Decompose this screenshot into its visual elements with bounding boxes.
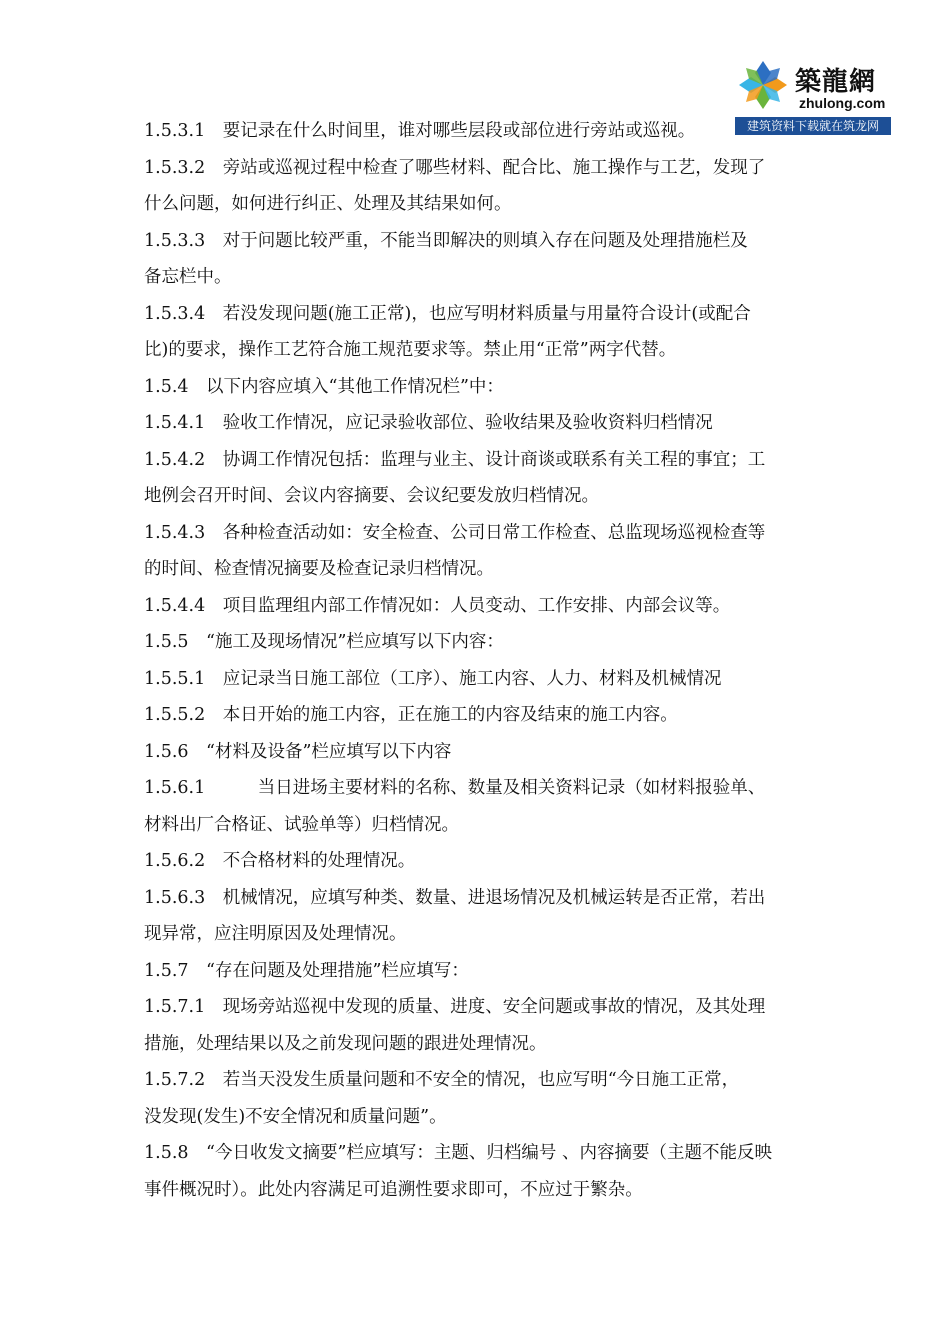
text-line: 1.5.7.1 现场旁站巡视中发现的质量、进度、安全问题或事故的情况，及其处理 (144, 997, 766, 1017)
text-line: 1.5.7.2 若当天没发生质量问题和不安全的情况，也应写明“今日施工正常， (144, 1070, 740, 1090)
text-line: 材料出厂合格证、试验单等）归档情况。 (144, 814, 459, 835)
text-line: 什么问题，如何进行纠正、处理及其结果如何。 (144, 194, 512, 214)
text-line: 1.5.3.2 旁站或巡视过程中检查了哪些材料、配合比、施工操作与工艺，发现了 (144, 157, 766, 178)
section-heading: 1.5.6 “材料及设备”栏应填写以下内容 (144, 741, 452, 762)
text-line: 没发现(发生)不安全情况和质量问题”。 (144, 1106, 447, 1127)
text-line: 1.5.5.2 本日开始的施工内容，正在施工的内容及结束的施工内容。 (144, 705, 678, 725)
text-line: 地例会召开时间、会议内容摘要、会议纪要发放归档情况。 (144, 486, 599, 506)
section-heading: 1.5.5 “施工及现场情况”栏应填写以下内容： (144, 632, 504, 652)
text-line: 措施，处理结果以及之前发现问题的跟进处理情况。 (144, 1033, 547, 1054)
text-line: 1.5.5.1 应记录当日施工部位（工序）、施工内容、人力、材料及机械情况 (144, 668, 722, 689)
brand-domain: zhulong.com (799, 95, 886, 111)
text-line: 1.5.4.1 验收工作情况，应记录验收部位、验收结果及验收资料归档情况 (144, 413, 713, 433)
section-heading: 1.5.8 “今日收发文摘要”栏应填写：主题、归档编号 、内容摘要（主题不能反映 (144, 1143, 772, 1163)
section-heading: 1.5.4 以下内容应填入“其他工作情况栏”中： (144, 376, 504, 397)
text-line: 1.5.3.4 若没发现问题(施工正常)，也应写明材料质量与用量符合设计(或配合 (144, 303, 751, 324)
text-line: 的时间、检查情况摘要及检查记录归档情况。 (144, 559, 494, 579)
text-line: 事件概况时）。此处内容满足可追溯性要求即可，不应过于繁杂。 (144, 1179, 643, 1200)
snowflake-logo-icon (737, 59, 789, 111)
document-body (144, 113, 808, 1208)
text-line: 1.5.4.4 项目监理组内部工作情况如：人员变动、工作安排、内部会议等。 (144, 595, 731, 616)
text-line: 1.5.3.3 对于问题比较严重，不能当即解决的则填入存在问题及处理措施栏及 (144, 230, 748, 251)
section-heading: 1.5.7 “存在问题及处理措施”栏应填写： (144, 960, 469, 981)
text-line: 1.5.4.3 各种检查活动如：安全检查、公司日常工作检查、总监现场巡视检查等 (144, 522, 766, 543)
text-line: 1.5.6.2 不合格材料的处理情况。 (144, 851, 416, 871)
text-line: 1.5.4.2 协调工作情况包括：监理与业主、设计商谈或联系有关工程的事宜；工 (144, 449, 766, 470)
text-line: 1.5.6.1 当日进场主要材料的名称、数量及相关资料记录（如材料报验单、 (144, 778, 766, 798)
brand-slogan: 建筑资料下载就在筑龙网 (735, 117, 891, 135)
text-line: 比)的要求，操作工艺符合施工规范要求等。禁止用“正常”两字代替。 (144, 340, 677, 360)
text-line: 现异常，应注明原因及处理情况。 (144, 924, 407, 944)
text-line: 1.5.6.3 机械情况，应填写种类、数量、进退场情况及机械运转是否正常，若出 (144, 887, 766, 908)
text-line: 备忘栏中。 (144, 267, 232, 287)
brand-name-cn: 築龍網 (795, 67, 877, 97)
text-line: 1.5.3.1 要记录在什么时间里，谁对哪些层段或部位进行旁站或巡视。 (144, 121, 696, 141)
